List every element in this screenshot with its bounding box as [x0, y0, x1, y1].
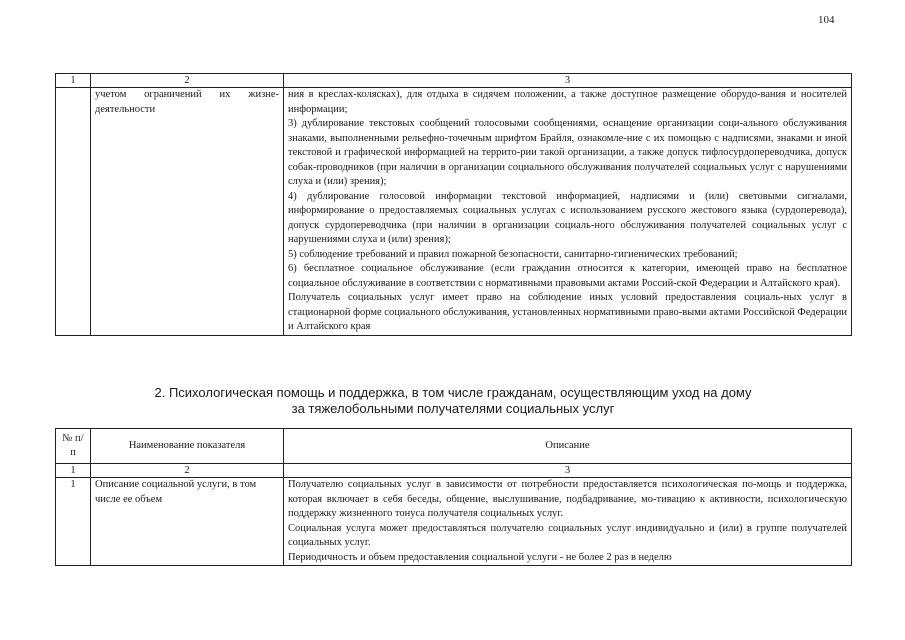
col-number-1: 1 [56, 74, 91, 88]
header-indicator: Наименование показателя [91, 429, 284, 464]
col-number-3: 3 [284, 74, 852, 88]
column-number-row [56, 464, 852, 478]
indicator-name: Описание социальной услуги, в том числе ее объем [91, 478, 284, 566]
description-cell [284, 478, 852, 566]
description-paragraph: 5) соблюдение требований и правил пожарной безопасности, санитарно-гигиенических требований; [288, 248, 738, 260]
section-title [55, 385, 851, 417]
col-number-1: 1 [56, 464, 91, 478]
description-paragraph: Получателю социальных услуг в зависимости от потребности предоставляется психологическая по-мощь и поддержка, которая включает в себя беседы, общение, выслушивание, подбадривание, мо-тивацию к активности, психологическую поддержку жизненного тонуса получателя социальных услуг. [288, 479, 847, 519]
row-number: 1 [56, 478, 91, 566]
description-paragraph: Периодичность и объем предоставления социальной услуги - не более 2 раз в неделю [288, 551, 672, 563]
description-paragraph: Получатель социальных услуг имеет право на соблюдение иных условий предоставления социаль-ных услуг в стационарной форме социального обслуживания, установленных нормативными право-выми актами Российской Федерации и Алтайского края [288, 292, 847, 332]
column-number-row [56, 74, 852, 88]
description-paragraph: 6) бесплатное социальное обслуживание (если гражданин относится к категории, имеющей право на бесплатное социальное обслуживание в соответствии с нормативными правовыми актами Россий-ской Федерации и Алтайского края). [288, 263, 847, 289]
page-number: 104 [818, 14, 835, 26]
service-table [55, 428, 852, 566]
row-number [56, 88, 91, 336]
description-paragraph: 3) дублирование текстовых сообщений голосовыми сообщениями, оснащение организации соци-ального обслуживания знаками, выполненными рельефно-точечным шрифтом Брайля, ознакомле-ние с их помощью с надписями, знаками и иной текстовой и графической информацией на террито-рии такой организации, а также допуск тифлосурдопереводчика, допуск собак-проводников (при наличии в организации социального обслуживания получателей социальных услуг с нарушениями слуха и (или) зрения); [288, 118, 847, 187]
continued-table [55, 73, 852, 336]
description-paragraph: ния в креслах-колясках), для отдыха в сидячем положении, а также доступное размещение оборудо-вания и носителей информации; [288, 89, 847, 115]
header-row [56, 429, 852, 464]
section-title-line: 2. Психологическая помощь и поддержка, в том числе гражданам, осуществляющим уход на дому [154, 385, 752, 400]
description-paragraph: Социальная услуга может предоставляться получателю социальных услуг индивидуально и (или) в группе получателей социальных услуг. [288, 522, 847, 548]
col-number-2: 2 [91, 464, 284, 478]
section-title-line: за тяжелобольными получателями социальных услуг [291, 401, 615, 416]
col-number-2: 2 [91, 74, 284, 88]
table-row [56, 478, 852, 566]
table-row [56, 88, 852, 336]
header-description: Описание [284, 429, 852, 464]
header-number: № п/п [56, 429, 91, 464]
col-number-3: 3 [284, 464, 852, 478]
indicator-name: учетом ограничений их жизне-деятельности [91, 88, 284, 336]
description-paragraph: 4) дублирование голосовой информации текстовой информацией, надписями и (или) световыми сигналами, информирование о предоставляемых социальных услугах с использованием русского жестового языка (сурдоперевода), допуск сурдопереводчика (при наличии в организации социаль-ного обслуживания получателей социальных услуг с нарушениями слуха и (или) зрения); [288, 190, 847, 245]
description-cell [284, 88, 852, 336]
